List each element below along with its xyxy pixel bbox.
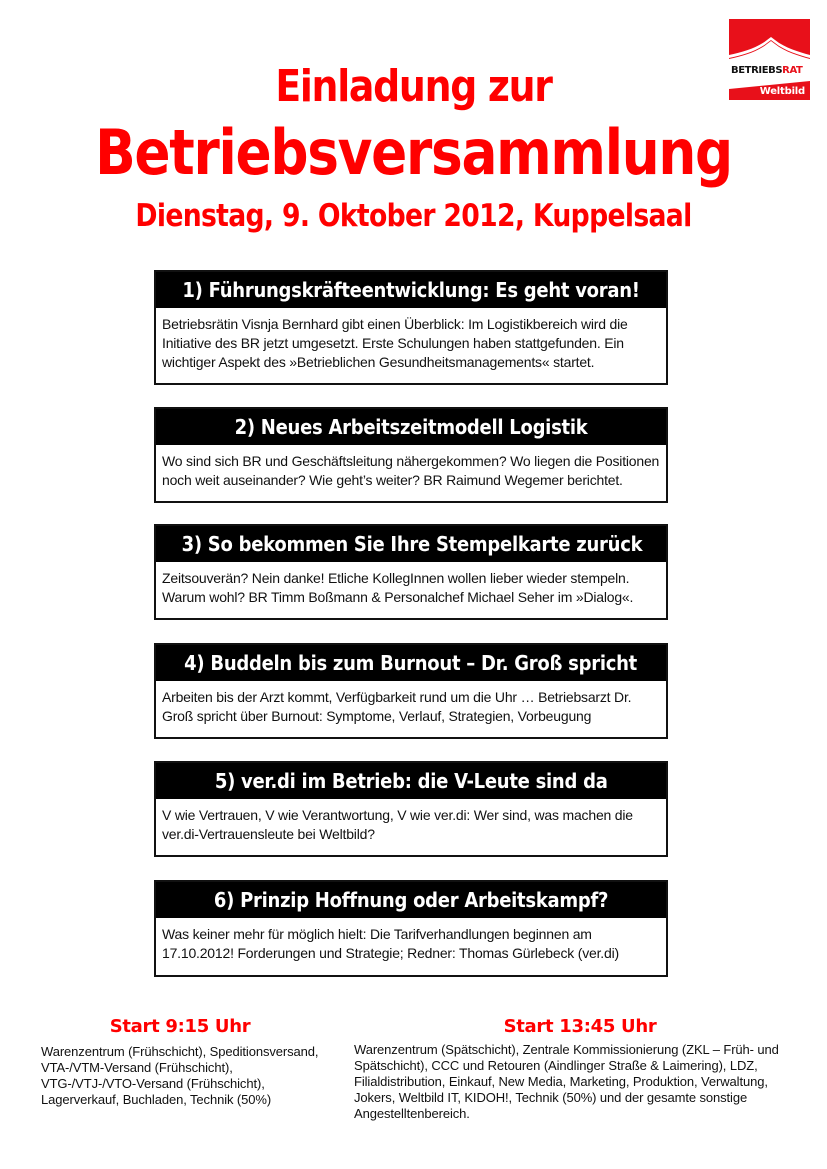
logo-brand-text: BETRIEBSRAT (731, 65, 803, 76)
agenda-item-title: 6) Prinzip Hoffnung oder Arbeitskampf? (156, 882, 666, 918)
agenda-item-title: 4) Buddeln bis zum Burnout – Dr. Groß spricht (156, 645, 666, 681)
agenda-item-title: 5) ver.di im Betrieb: die V-Leute sind da (156, 763, 666, 799)
session-start-afternoon: Start 13:45 Uhr (503, 1016, 657, 1037)
invitation-heading: Einladung zur (275, 61, 552, 112)
agenda-item-text: Wo sind sich BR und Geschäftsleitung nähergekommen? Wo liegen die Positionen noch weit auseinander? Wie geht’s weiter? BR Raimund Wegemer berichtet. (162, 453, 660, 488)
agenda-item-1 (154, 270, 668, 385)
agenda-item-5 (154, 761, 668, 857)
agenda-item-2 (154, 407, 668, 503)
event-date-location: Dienstag, 9. Oktober 2012, Kuppelsaal (135, 198, 692, 234)
session-departments-afternoon: Warenzentrum (Spätschicht), Zentrale Kommissionierung (ZKL – Früh- und Spätschicht), CCC und Retouren (Aindlinger Straße & Laimering), LDZ, Filialdistribution, Einkauf, New Media, Marketing, Produktion, Verwaltung, Jokers, Weltbild IT, KIDOH!, Technik (50%) und der gesamte sonstige Angestelltenbereich. (354, 1042, 779, 1121)
agenda-item-title: 1) Führungskräfteentwicklung: Es geht voran! (156, 272, 666, 308)
session-departments-morning: Warenzentrum (Frühschicht), Speditionsversand, VTA-/VTM-Versand (Frühschicht), VTG-/VTJ-/VTO-Versand (Frühschicht), Lagerverkauf, Buchladen, Technik (50%) (41, 1044, 319, 1107)
agenda-item-title: 3) So bekommen Sie Ihre Stempelkarte zurück (156, 526, 666, 562)
page-title: Betriebsversammlung (95, 116, 732, 189)
session-start-morning: Start 9:15 Uhr (109, 1016, 251, 1037)
logo-subtitle: Weltbild (759, 86, 805, 97)
agenda-item-text: Arbeiten bis der Arzt kommt, Verfügbarkeit rund um die Uhr … Betriebsarzt Dr. Groß spricht über Burnout: Symptome, Verlauf, Strategien, Vorbeugung (162, 689, 632, 724)
agenda-item-title: 2) Neues Arbeitszeitmodell Logistik (156, 409, 666, 445)
agenda-item-3 (154, 524, 668, 620)
agenda-item-text: V wie Vertrauen, V wie Verantwortung, V wie ver.di: Wer sind, was machen die ver.di-Vertrauensleute bei Weltbild? (162, 807, 633, 842)
agenda-item-text: Betriebsrätin Visnja Bernhard gibt einen Überblick: Im Logistikbereich wird die Initiative des BR jetzt umgesetzt. Erste Schulungen haben stattgefunden. Ein wichtiger Aspekt des »Betrieblichen Gesundheitsmanagements« startet. (162, 316, 628, 370)
agenda-item-text: Zeitsouverän? Nein danke! Etliche KollegInnen wollen lieber wieder stempeln. Warum wohl? BR Timm Boßmann & Personalchef Michael Seher im »Dialog«. (162, 570, 634, 605)
agenda-item-4 (154, 643, 668, 739)
agenda-item-6 (154, 880, 668, 977)
agenda-item-text: Was keiner mehr für möglich hielt: Die Tarifverhandlungen beginnen am 17.10.2012! Forderungen und Strategie; Redner: Thomas Gürlebeck (ver.di) (162, 926, 619, 961)
